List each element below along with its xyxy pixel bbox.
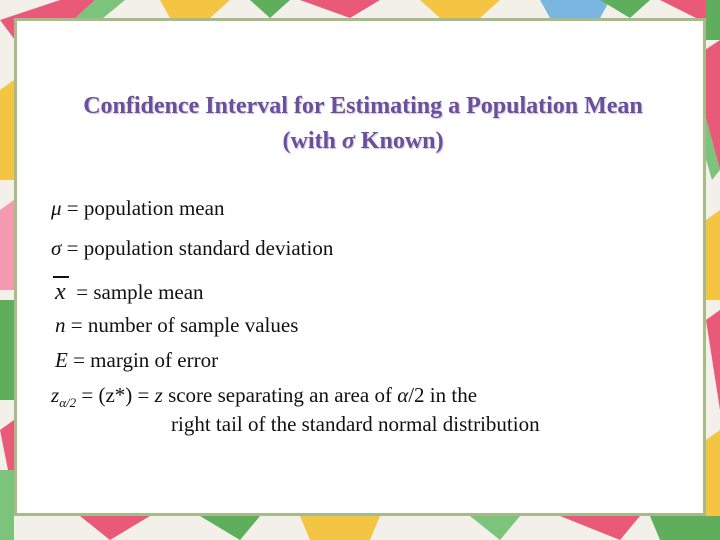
xbar-symbol: x xyxy=(55,279,71,305)
definition-n xyxy=(55,312,298,338)
z-subscript: α/2 xyxy=(59,395,77,410)
z-symbol: z xyxy=(51,383,60,407)
title-suffix: Known) xyxy=(354,128,444,154)
mu-text: = population mean xyxy=(61,196,225,220)
xbar-overline xyxy=(53,276,69,278)
z-text-b: score separating an area of xyxy=(162,383,398,407)
definitions-list xyxy=(17,21,709,519)
e-symbol: E xyxy=(55,348,68,372)
z-text-a: = (z*) = xyxy=(76,383,155,407)
definition-sigma xyxy=(51,235,333,261)
z-text-z: z xyxy=(154,383,163,407)
title-line-1: Confidence Interval for Estimating a Population Mean xyxy=(83,93,643,119)
xbar-text: = sample mean xyxy=(71,280,204,304)
e-text: = margin of error xyxy=(67,348,219,372)
definition-xbar xyxy=(55,279,204,305)
title-prefix: (with xyxy=(282,128,342,154)
n-text: = number of sample values xyxy=(65,313,299,337)
z-text-c: /2 in the xyxy=(408,383,478,407)
definition-e xyxy=(55,347,218,373)
alpha-symbol: α xyxy=(397,383,409,407)
definition-mu xyxy=(51,195,224,221)
sigma-text: = population standard deviation xyxy=(61,236,334,260)
n-symbol: n xyxy=(55,313,66,337)
sigma-symbol: σ xyxy=(51,236,62,260)
mu-symbol: μ xyxy=(51,196,62,220)
title-sigma-symbol: σ xyxy=(341,128,355,154)
definition-z-line-2: right tail of the standard normal distribution xyxy=(171,412,540,436)
slide-card xyxy=(14,18,706,516)
